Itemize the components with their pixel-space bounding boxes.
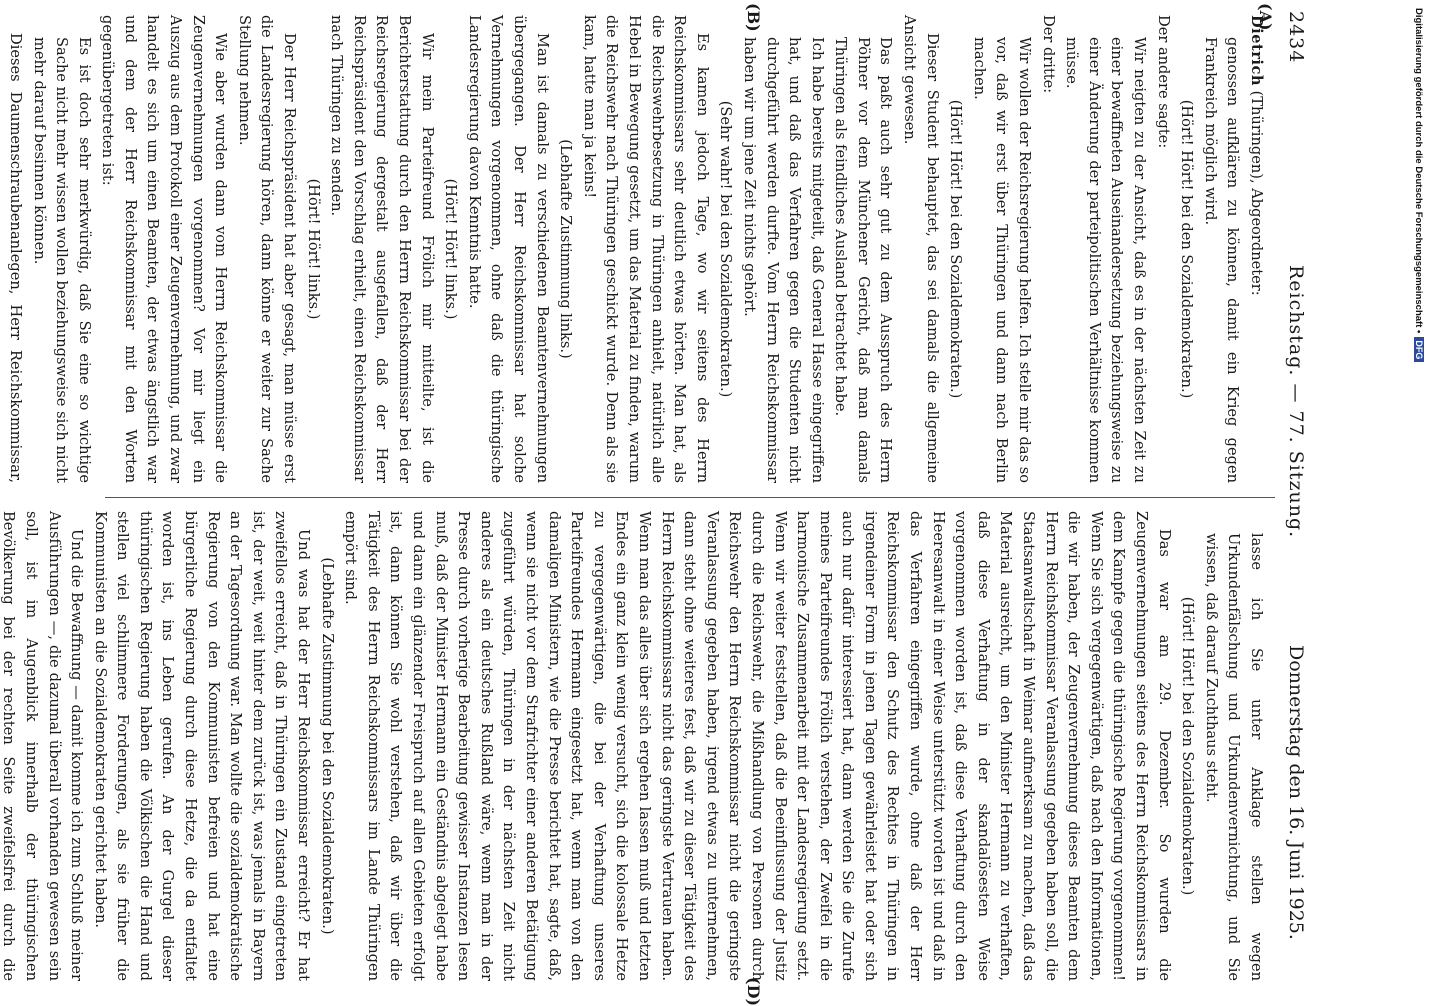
left-column-paragraph: Es kamen jedoch Tage, wo wir seitens des Herrn Reichskommissars sehr deutlich etwas hörten. Man hat, als die Reichswehrbesetzung in Thüringen anhielt, natürlich alle Hebel in Bewegung gesetzt, um das Material zu finden, warum die Reichswehr nach Thüringen geschickt wurde. Denn als sie kam, hatte man ja keins! bbox=[580, 15, 711, 483]
right-column-paragraph: lasse ich Sie unter Anklage stellen wegen Urkundenfälschung und Urkundenvernichtung, und Sie wissen, daß darauf Zuchthaus steht. bbox=[1202, 533, 1265, 981]
left-column-paragraph: (Lebhafte Zustimmung links.) bbox=[557, 139, 575, 359]
left-column-paragraph: Wir neigten zu der Ansicht, daß es in der nächsten Zeit zu einer bewaffneten Auseinandersetzung beziehungsweise zu einer Änderung der parteipolitischen Verhältnisse kommen müsse. bbox=[1063, 37, 1149, 483]
left-column-paragraph: Der dritte: bbox=[1039, 15, 1057, 94]
left-column-paragraph: Wir wollen der Reichsregierung helfen. Ich stelle mir das so vor, daß wir erst über Thüringen und dann nach Berlin machen. bbox=[970, 37, 1034, 483]
page-header bbox=[1277, 5, 1307, 995]
margin-mark-a: (A) bbox=[1256, 3, 1275, 31]
left-column-paragraph: Wie aber wurden dann vom Herrn Reichskommissar die Zeugenvernehmungen vorgenommen? Vor mir liegt ein Auszug aus dem Protokoll einer Zeugenvernehmung, und zwar handelt es sich um einen Beamten, der etwas ängstlich war und dem der Herr Reichskommissar mit den Worten gegenübergetreten ist: bbox=[99, 15, 230, 483]
right-column bbox=[0, 511, 1267, 981]
session-date: Donnerstag den 16. Juni 1925. bbox=[1285, 645, 1307, 940]
left-column-paragraph: Das paßt auch sehr gut zu dem Ausspruch des Herrn Pöhner vor dem Münchener Gericht, daß man damals Thüringen als feindliches Ausland betrachtet habe. bbox=[832, 37, 895, 483]
speaker-role: (Thüringen), Abgeordneter: bbox=[1248, 85, 1265, 296]
left-column-paragraph: Der Herr Reichspräsident hat aber gesagt, man müsse erst die Landesregierung hören, dann könne er weiter zur Sache Stellung nehmen. bbox=[235, 15, 299, 483]
left-column-paragraph: Wir mein Parteifreund Frölich mir mitteilte, ist die Berichterstattung durch den Herrn Reichskommissar bei der Reichsregierung dergestalt ausgefallen, daß der Herr Reichspräsident den Vorschlag erhielt, einen Reichskommissar nach Thüringen zu senden. bbox=[328, 15, 436, 483]
credit-text: Digitalisierung gefördert durch die Deutsche Forschungsgemeinschaft • bbox=[1413, 8, 1424, 334]
left-column-paragraph: (Hört! Hört! bei den Sozialdemokraten.) bbox=[1178, 99, 1196, 399]
left-column-paragraph: Dieser Student behauptet, das sei damals die allgemeine Ansicht gewesen. bbox=[901, 15, 941, 483]
left-column-paragraph: (Hört! Hört! links.) bbox=[442, 178, 460, 320]
left-column bbox=[6, 15, 1267, 483]
left-column-paragraph: Ich habe bereits mitgeteilt, daß General Hasse eingegriffen hat, und daß das Verfahren gegen die Studenten nicht durchgeführt werden durfte. Vom Herrn Reichskommissar haben wir um jene Zeit nichts gehört. bbox=[740, 37, 826, 483]
right-column-paragraph: (Lebhafte Zustimmung bei den Sozialdemokraten.) bbox=[318, 557, 336, 935]
right-column-paragraph: Und die Bewaffnung — damit komme ich zum Schluß meiner Ausführungen —, die dazumal überall vorhanden gewesen sein soll, ist im Augenblick innerhalb der thüringischen Bevölkerung bei der rechten Seite zweifelsfrei durch die bbox=[0, 511, 86, 981]
left-column-paragraph bbox=[1244, 15, 1267, 483]
column-divider bbox=[105, 497, 1275, 498]
page-number: 2434 bbox=[1285, 11, 1307, 64]
running-title: Reichstag. — 77. Sitzung. bbox=[1285, 265, 1307, 539]
left-column-paragraph: (Hört! Hört! bei den Sozialdemokraten.) bbox=[947, 99, 965, 399]
dfg-badge: DFG bbox=[1414, 337, 1424, 362]
margin-mark-b: (B) bbox=[744, 3, 763, 32]
speaker-name: Dietrich bbox=[1248, 15, 1265, 86]
left-column-paragraph: Es ist doch sehr merkwürdig, daß Sie eine so wichtige Sache nicht mehr wissen wollen beziehungsweise sich nicht mehr darauf besinnen können. bbox=[30, 37, 93, 483]
left-column-paragraph: (Sehr wahr! bei den Sozialdemokraten.) bbox=[717, 100, 735, 398]
left-column-paragraph: genossen aufklären zu können, damit ein Krieg gegen Frankreich möglich wird. bbox=[1201, 37, 1242, 483]
left-column-paragraph: Der andere sagte: bbox=[1154, 15, 1172, 149]
left-column-paragraph: Dieses Daumenschraubenanlegen, Herr Reichskommissar, bbox=[6, 33, 24, 483]
margin-mark-d: (D) bbox=[744, 977, 763, 1006]
left-column-paragraph: (Hört! Hört! links.) bbox=[304, 178, 322, 320]
right-column-paragraph: Und was hat der Herr Reichskommissar erreicht? Er hat zweifellos erreicht, daß in Thüringen ein Zustand eingetreten ist, der weit, weit hinter dem zurück ist, was jemals in Bayern an der Tagesordnung war. Man wollte die sozialdemokratische Regierung von den Kommunisten befreien und hat eine bürgerliche Regierung durch diese Hetze, die da entfaltet worden ist, ins Leben gerufen. An der Gurgel dieser thüringischen Regierung haben die Völkischen die Hand und stellen viel schlimmere Forderungen, als sie früher die Kommunisten an die Sozialdemokraten gerichtet haben. bbox=[91, 511, 313, 981]
right-column-paragraph: Das war am 29. Dezember. So wurden die Zeugenvernehmungen seitens des Herrn Reichskommissars in dem Kampfe gegen die thüringische Regierung vorgenommen! Wenn Sie sich vergegenwärtigen, daß nach den Informationen, die wir haben, der Zeugenvernehmung dieses Beamten dem Herrn Reichskommissar Veranlassung gegeben haben soll, die Staatsanwaltschaft in Weimar aufmerksam zu machen, daß das Material ausreicht, um den Minister Hermann zu verhaften, daß diese Verhaftung in der skandalösesten Weise vorgenommen worden ist, daß diese Verhaftung durch den Heeresanwalt in einer Weise unterstützt worden ist und daß in das Verfahren eingegriffen wurde, ohne daß der Herr Reichskommissar den Schutz des Rechtes in Thüringen in irgendeiner Form in jenen Tagen gewährleistet hat oder sich auch nur dafür interessiert hat, dann werden Sie die Zurufe meines Parteifreundes Frölich verstehen, der Zweifel in die harmonische Zusammenarbeit mit der Landesregierung setzt. Wenn wir weiter feststellen, daß die Beeinflussung der Justiz durch die Reichswehr, die Mißhandlung von Personen durch Reichswehr den Herrn Reichskommissar nicht die geringste Veranlassung gegeben haben, irgend etwas zu unternehmen, dann steht ohne weiteres fest, daß wir zu dieser Tätigkeit des Herrn Reichskommissars nicht das geringste Vertrauen haben. Wenn man das alles über sich ergehen lassen muß und letzten Endes ein ganz klein wenig versucht, sich die kolossale Hetze zu vergegenwärtigen, die bei der Verhaftung unseres Parteifreundes Hermann eingesetzt hat, wenn man von den damaligen Ministern, wie die Presse berichtet hat, sagte, daß, wenn sie nicht vor dem Strafrichter einer anderen Betätigung zugeführt würden, Thüringen in der nächsten Zeit nicht anderes als ein deutsches Rußland wäre, wenn man in der Presse durch vorherige Bearbeitung gewisser Instanzen lesen muß, daß der Minister Hermann ein Geständnis abgelegt habe und dann ein glänzender Freispruch auf allen Gebieten erfolgt ist, dann können Sie wohl verstehen, daß wir über die Tätigkeit des Herrn Reichskommissars im Lande Thüringen empört sind. bbox=[342, 511, 1173, 981]
right-column-paragraph: (Hört! Hört! bei den Sozialdemokraten.) bbox=[1179, 596, 1197, 896]
left-column-paragraph: Man ist damals zu verschiedenen Beamtenvernehmungen übergegangen. Der Herr Reichskommissar hat solche Vernehmungen vorgenommen, ohne daß die thüringische Landesregierung davon Kenntnis hatte. bbox=[465, 15, 551, 483]
dfg-credit bbox=[1410, 8, 1424, 998]
rotated-page bbox=[0, 3, 1315, 1006]
